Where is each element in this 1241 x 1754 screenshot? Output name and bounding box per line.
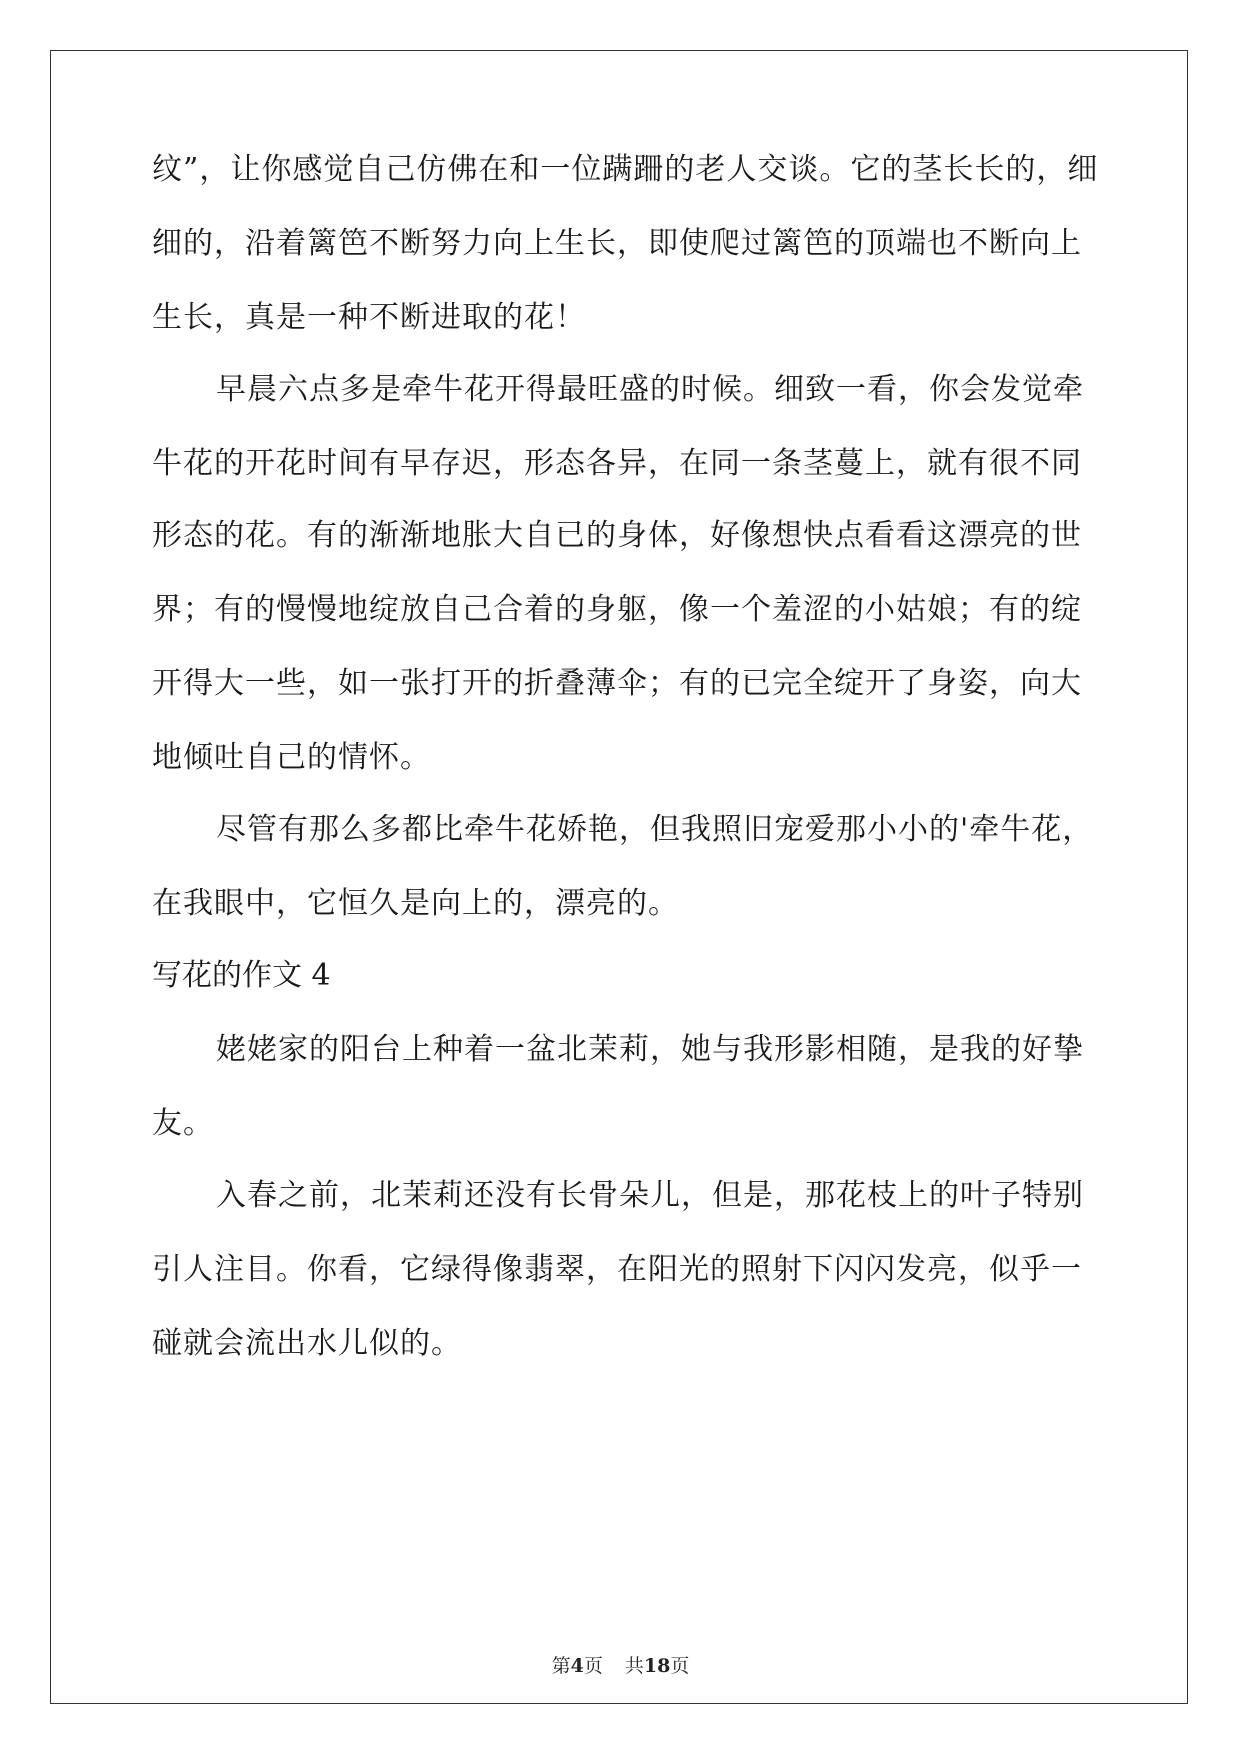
footer-page-mid: 页 [583,1655,603,1677]
footer-total-suffix: 页 [670,1655,690,1677]
body-text-line: 友。 [152,1106,214,1141]
body-text-line: 入春之前，北茉莉还没有长骨朵儿，但是，那花枝上的叶子特别 [216,1178,1084,1213]
body-text-line: 早晨六点多是牵牛花开得最旺盛的时候。细致一看，你会发觉牵 [216,372,1084,407]
body-text-line: 界；有的慢慢地绽放自己合着的身躯，像一个羞涩的小姑娘；有的绽 [152,592,1082,627]
footer-total-prefix: 共 [624,1655,644,1677]
body-text-line: 引人注目。你看，它绿得像翡翠，在阳光的照射下闪闪发亮，似乎一 [152,1252,1082,1287]
footer-total-pages: 18 [643,1655,671,1677]
section-heading: 写花的作文 4 [152,958,331,993]
body-text-line: 细的，沿着篱笆不断努力向上生长，即使爬过篱笆的顶端也不断向上 [152,226,1082,261]
body-text-line: 生长，真是一种不断进取的花！ [152,300,586,335]
footer-page-prefix: 第 [551,1655,571,1677]
body-text-line: 在我眼中，它恒久是向上的，漂亮的。 [152,886,679,921]
body-text-line: 尽管有那么多都比牵牛花娇艳，但我照旧宠爱那小小的'牵牛花， [216,812,1094,847]
footer-current-page: 4 [570,1655,584,1677]
body-text-line: 形态的花。有的渐渐地胀大自已的身体，好像想快点看看这漂亮的世 [152,518,1082,553]
body-text-line: 地倾吐自己的情怀。 [152,740,431,775]
page-footer [0,1654,1241,1678]
body-text-line: 姥姥家的阳台上种着一盆北茉莉，她与我形影相随，是我的好挚 [216,1032,1084,1067]
body-text-line: 碰就会流出水儿似的。 [152,1326,462,1361]
body-text-line: 纹”，让你感觉自己仿佛在和一位蹒跚的老人交谈。它的茎长长的，细 [152,152,1099,187]
body-text-line: 牛花的开花时间有早存迟，形态各异，在同一条茎蔓上，就有很不同 [152,446,1082,481]
body-text-line: 开得大一些，如一张打开的折叠薄伞；有的已完全绽开了身姿，向大 [152,666,1082,701]
